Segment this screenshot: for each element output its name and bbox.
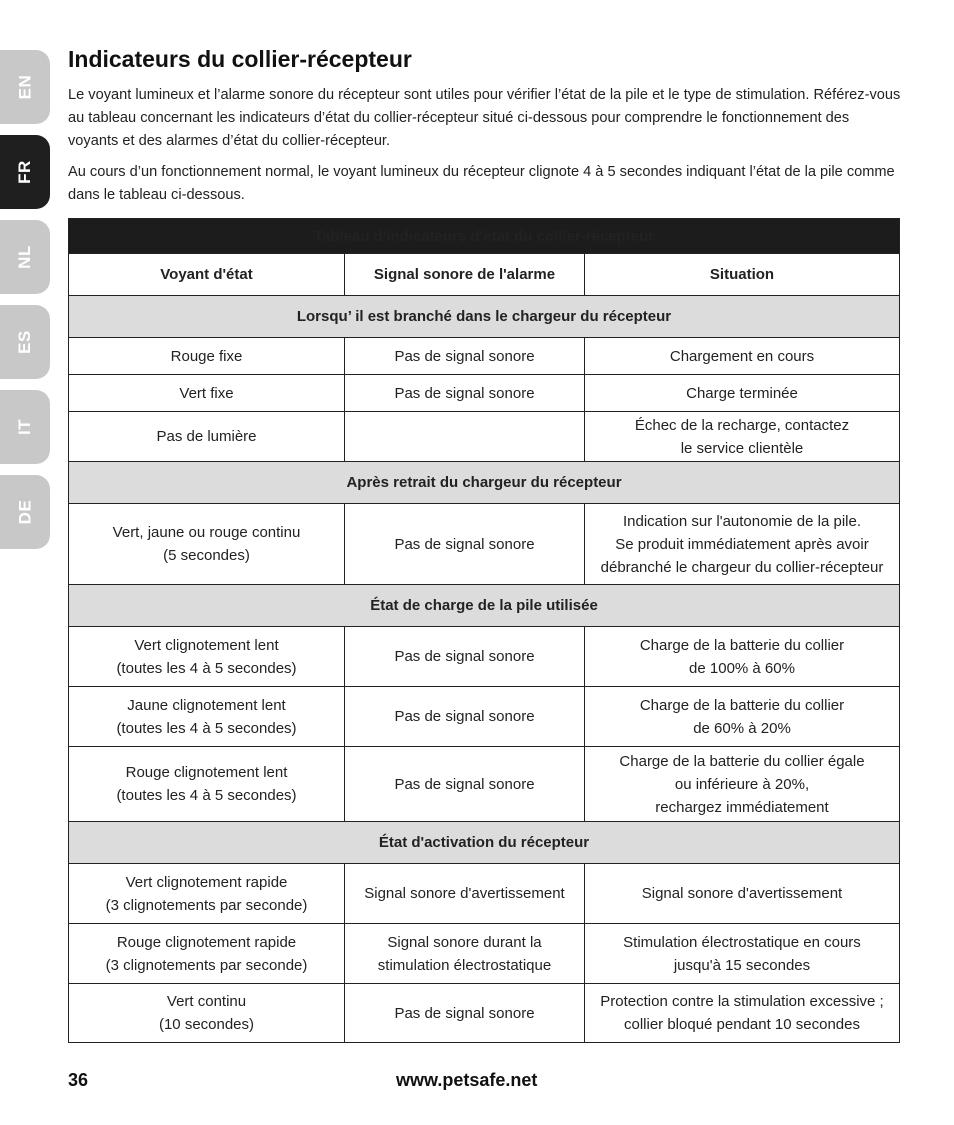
- cell-line: de 100% à 60%: [689, 659, 795, 677]
- cell-line: Protection contre la stimulation excessive ;: [600, 993, 884, 1010]
- cell-voyant: [69, 375, 345, 412]
- cell-line: Chargement en cours: [669, 347, 815, 365]
- cell-line: débranché le chargeur du collier-récepteur: [600, 558, 884, 576]
- cell-voyant: [69, 864, 345, 924]
- cell-signal: [345, 627, 585, 687]
- table-row: [69, 627, 900, 687]
- lang-tab-nl[interactable]: [0, 220, 50, 294]
- table-title-row: [69, 219, 900, 254]
- cell-line: (toutes les 4 à 5 secondes): [116, 787, 297, 804]
- table-row: [69, 747, 900, 822]
- cell-line: Signal sonore d'avertissement: [641, 885, 843, 902]
- lang-tab-it[interactable]: [0, 390, 50, 464]
- cell-voyant: [69, 504, 345, 585]
- cell-signal: [345, 412, 585, 462]
- cell-line: Se produit immédiatement après avoir: [615, 535, 869, 553]
- cell-signal: [345, 924, 585, 984]
- table-row: [69, 375, 900, 412]
- table-title: Tableau d'indicateurs d'état du collier-récepteur: [69, 219, 900, 254]
- cell-line: Jaune clignotement lent: [127, 696, 286, 714]
- cell-situation: [585, 504, 900, 585]
- cell-situation: [585, 864, 900, 924]
- cell-voyant: [69, 984, 345, 1043]
- lang-tab-label: IT: [14, 418, 34, 436]
- table-row: [69, 412, 900, 462]
- cell-line: Rouge clignotement lent: [125, 764, 288, 781]
- cell-line: le service clientèle: [680, 439, 804, 457]
- lang-tab-fr[interactable]: [0, 135, 50, 209]
- cell-situation: [585, 412, 900, 462]
- cell-line: Signal sonore durant la: [387, 933, 542, 951]
- cell-line: Stimulation électrostatique en cours: [623, 933, 861, 951]
- cell-situation: [585, 924, 900, 984]
- cell-line: Vert continu: [166, 993, 247, 1010]
- cell-signal: [345, 375, 585, 412]
- cell-line: Signal sonore d'avertissement: [364, 885, 565, 902]
- cell-signal: [345, 864, 585, 924]
- table-row: [69, 338, 900, 375]
- cell-line: Pas de signal sonore: [394, 384, 535, 402]
- lang-tab-es[interactable]: [0, 305, 50, 379]
- cell-line: Indication sur l'autonomie de la pile.: [622, 512, 861, 530]
- cell-line: (10 secondes): [158, 1016, 255, 1033]
- table-row: [69, 924, 900, 984]
- cell-line: Échec de la recharge, contactez: [634, 416, 850, 434]
- table-row: [69, 687, 900, 747]
- cell-situation: [585, 984, 900, 1043]
- intro-text: [68, 84, 902, 215]
- cell-situation: [585, 375, 900, 412]
- lang-tab-en[interactable]: [0, 50, 50, 124]
- cell-line: (toutes les 4 à 5 secondes): [116, 659, 297, 677]
- lang-tab-label: FR: [14, 160, 34, 184]
- cell-line: Pas de lumière: [156, 428, 257, 445]
- section-row: [69, 585, 900, 627]
- cell-line: Pas de signal sonore: [394, 775, 535, 793]
- lang-tab-label: DE: [15, 499, 34, 525]
- cell-signal: [345, 984, 585, 1043]
- cell-line: Pas de signal sonore: [394, 535, 535, 553]
- cell-line: Pas de signal sonore: [394, 347, 535, 365]
- intro-paragraph-2: Au cours d’un fonctionnement normal, le voyant lumineux du récepteur clignote 4 à 5 secondes indiquant l’état de la pile comme dans le tableau ci-dessous.: [68, 164, 895, 203]
- cell-situation: [585, 627, 900, 687]
- lang-tab-label: ES: [15, 330, 34, 354]
- section-title: État de charge de la pile utilisée: [69, 585, 900, 627]
- cell-line: Charge de la batterie du collier: [639, 636, 845, 654]
- cell-line: Rouge fixe: [170, 347, 243, 365]
- cell-voyant: [69, 412, 345, 462]
- column-header-situation: Situation: [585, 254, 900, 296]
- cell-signal: [345, 504, 585, 585]
- cell-line: Rouge clignotement rapide: [116, 933, 297, 951]
- cell-line: rechargez immédiatement: [655, 798, 829, 816]
- cell-line: Vert fixe: [179, 384, 234, 402]
- cell-line: Vert clignotement lent: [134, 636, 279, 654]
- cell-signal: [345, 747, 585, 822]
- section-row: [69, 296, 900, 338]
- table-header-row: [69, 254, 900, 296]
- cell-situation: [585, 338, 900, 375]
- lang-tab-label: EN: [15, 74, 34, 100]
- table-row: [69, 984, 900, 1043]
- table-body: [69, 296, 900, 1043]
- section-row: [69, 462, 900, 504]
- cell-line: de 60% à 20%: [693, 719, 791, 737]
- intro-paragraph-1: Le voyant lumineux et l’alarme sonore du récepteur sont utiles pour vérifier l’état de la pile et le type de stimulation. Référez-vous au tableau concernant les indicateurs d’état du collier-récepteur situé ci-dessous pour comprendre le fonctionnement des voyants et des alarmes d’état du collier-récepteur.: [68, 87, 901, 149]
- table-row: [69, 864, 900, 924]
- cell-line: stimulation électrostatique: [377, 956, 552, 974]
- section-title: État d'activation du récepteur: [69, 822, 900, 864]
- website-url: www.petsafe.net: [396, 1070, 538, 1090]
- cell-voyant: [69, 338, 345, 375]
- cell-voyant: [69, 747, 345, 822]
- cell-voyant: [69, 687, 345, 747]
- cell-situation: [585, 687, 900, 747]
- section-title: Lorsqu’ il est branché dans le chargeur du récepteur: [69, 296, 900, 338]
- cell-signal: [345, 338, 585, 375]
- cell-line: Pas de signal sonore: [394, 1004, 535, 1022]
- cell-line: Charge terminée: [686, 384, 798, 402]
- cell-line: Pas de signal sonore: [394, 708, 535, 725]
- cell-line: Vert, jaune ou rouge continu: [112, 524, 301, 541]
- cell-line: ou inférieure à 20%,: [674, 775, 810, 793]
- page-title: Indicateurs du collier-récepteur: [68, 46, 412, 72]
- cell-line: (5 secondes): [163, 547, 250, 564]
- cell-line: Pas de signal sonore: [394, 648, 535, 665]
- table-row: [69, 504, 900, 585]
- cell-line: jusqu'à 15 secondes: [673, 956, 811, 974]
- page-number: 36: [68, 1070, 89, 1090]
- cell-situation: [585, 747, 900, 822]
- lang-tab-de[interactable]: [0, 475, 50, 549]
- cell-voyant: [69, 924, 345, 984]
- cell-line: Charge de la batterie du collier égale: [619, 752, 865, 770]
- cell-line: (toutes les 4 à 5 secondes): [116, 719, 297, 737]
- cell-voyant: [69, 627, 345, 687]
- lang-tab-label: NL: [14, 245, 34, 269]
- section-row: [69, 822, 900, 864]
- cell-signal: [345, 687, 585, 747]
- cell-line: (3 clignotements par seconde): [105, 896, 308, 914]
- status-indicator-table: [68, 218, 900, 1043]
- cell-line: Charge de la batterie du collier: [639, 696, 845, 714]
- section-title: Après retrait du chargeur du récepteur: [69, 462, 900, 504]
- column-header-voyant: Voyant d'état: [69, 254, 345, 296]
- cell-line: Vert clignotement rapide: [125, 873, 288, 891]
- column-header-signal: Signal sonore de l'alarme: [345, 254, 585, 296]
- cell-line: collier bloqué pendant 10 secondes: [623, 1016, 860, 1033]
- cell-line: (3 clignotements par seconde): [105, 956, 308, 974]
